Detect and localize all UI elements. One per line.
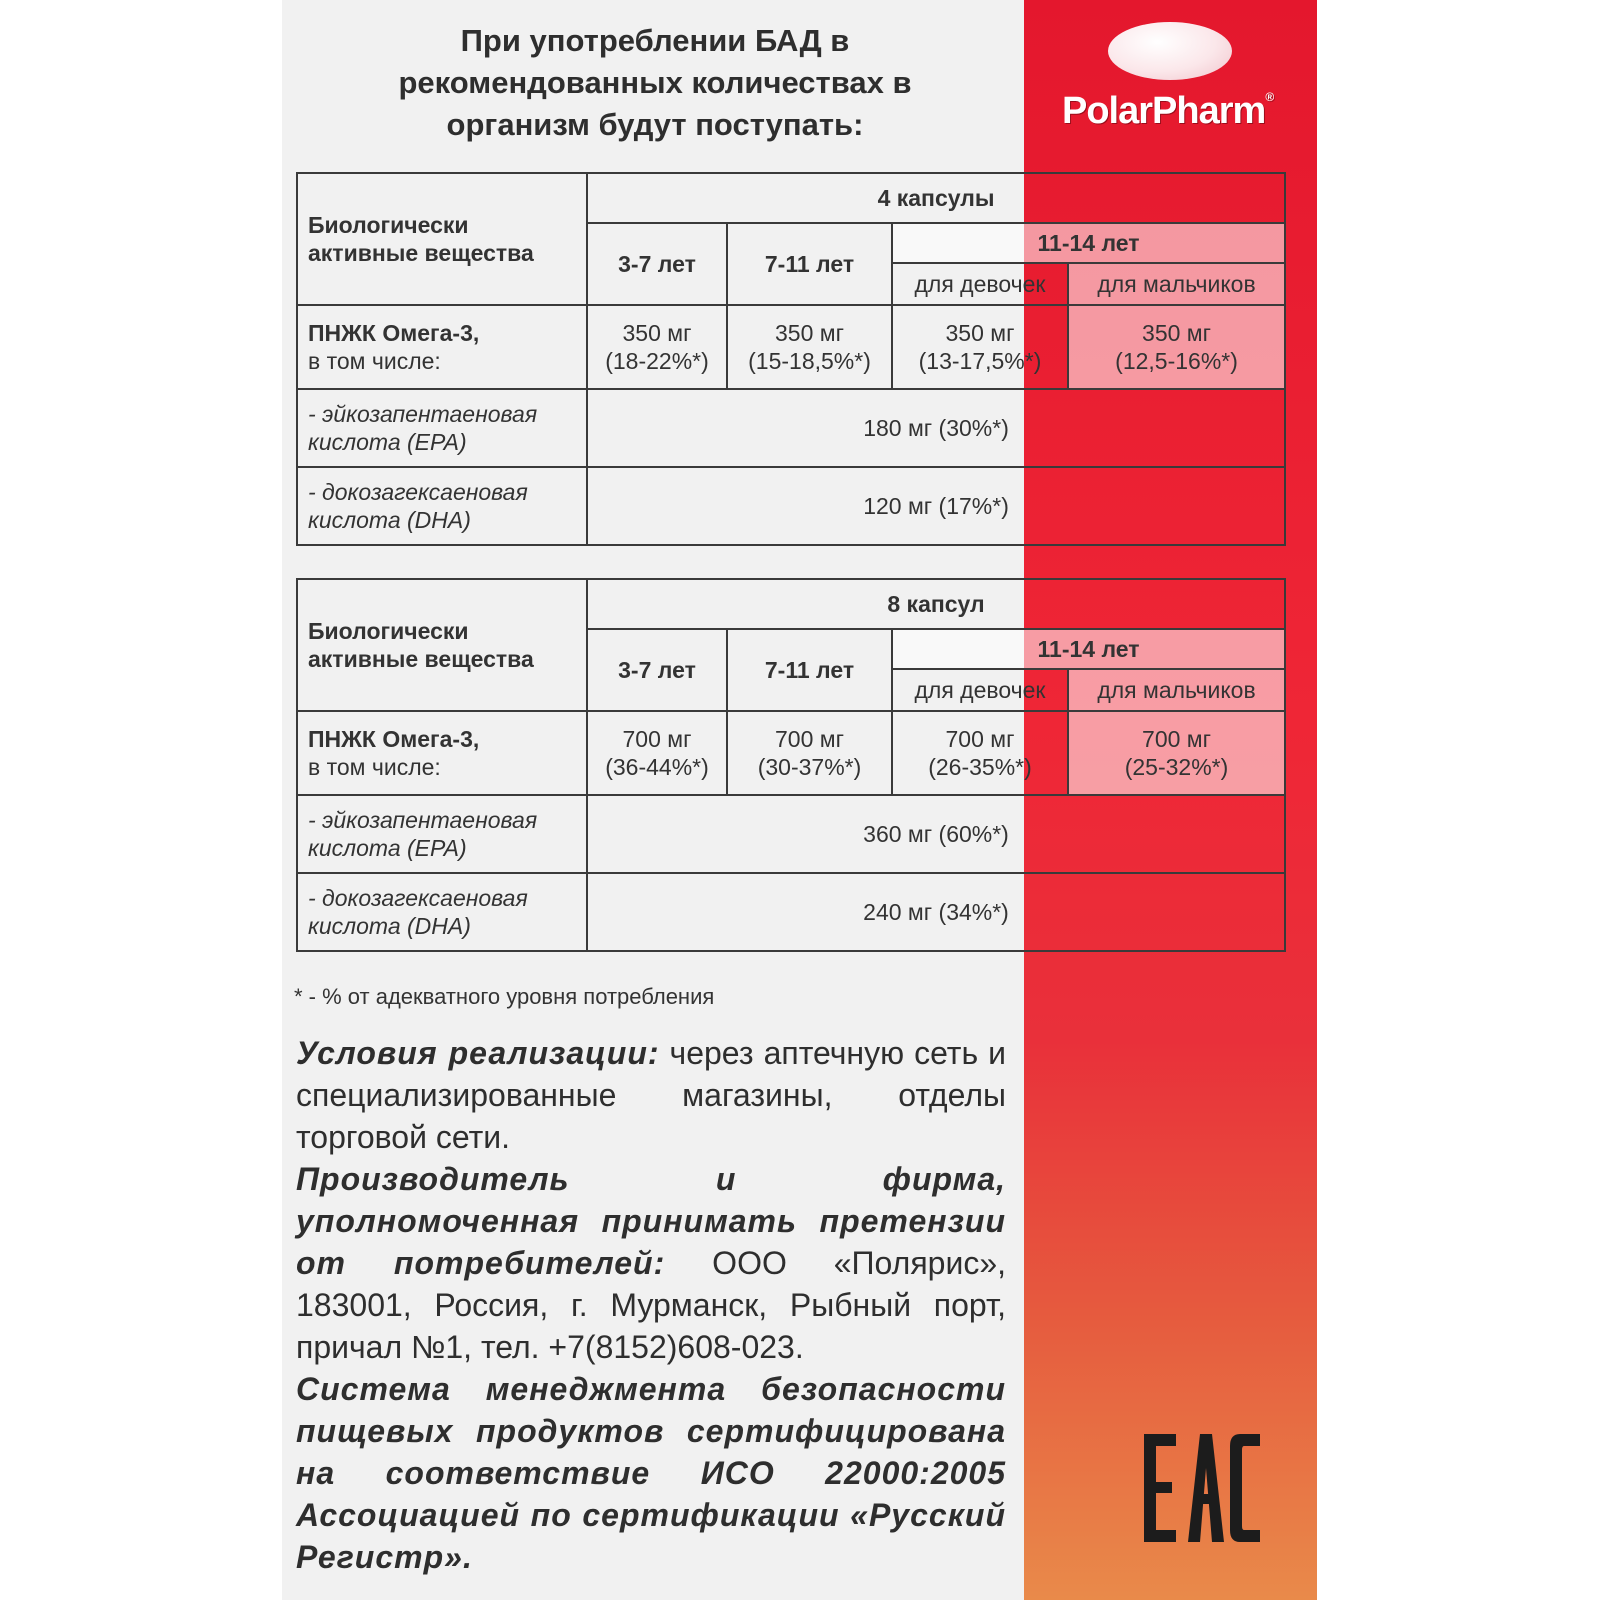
omega-label [297,711,587,795]
epa-value: 360 мг (60%*) [587,795,1285,873]
omega-value-girls [892,711,1068,795]
conditions-paragraph [296,1032,1006,1158]
nutrition-table-4-capsules [296,172,1284,546]
omega-label-rest: в том числе: [308,754,441,780]
omega-pct: (13-17,5%*) [918,348,1042,374]
omega-amount: 700 мг [1142,726,1211,752]
product-info-text [296,1032,1006,1578]
omega-label-bold: ПНЖК Омега-3, [308,726,480,752]
age-7-11: 7-11 лет [727,223,892,305]
eac-mark-icon [1142,1430,1262,1546]
age-11-14: 11-14 лет [892,629,1285,669]
omega-amount: 700 мг [775,726,844,752]
registered-mark: ® [1265,90,1274,104]
title-line-1: При употреблении БАД в [460,23,850,58]
omega-amount: 350 мг [1142,320,1211,346]
omega-pct: (30-37%*) [757,754,862,780]
age-3-7: 3-7 лет [587,223,727,305]
manufacturer-paragraph [296,1158,1006,1368]
brand-logo [1062,90,1302,133]
omega-label-rest: в том числе: [308,348,441,374]
header-substances: Биологически активные вещества [297,173,587,305]
header-substances: Биологически активные вещества [297,579,587,711]
dose-header: 8 капсул [587,579,1285,629]
conditions-text: через аптечную сеть и специализированные магазины, отделы торговой сети. [296,1035,1007,1155]
omega-value-7-11 [727,711,892,795]
omega-pct: (18-22%*) [605,348,709,374]
manufacturer-text: ООО «Полярис», 183001, Россия, г. Мурманск, Рыбный порт, причал №1, тел. +7(8152)608-023. [296,1245,1007,1365]
age-11-14: 11-14 лет [892,223,1285,263]
dose-header: 4 капсулы [587,173,1285,223]
omega-pct: (36-44%*) [605,754,709,780]
manufacturer-label: Производитель и фирма, уполномоченная принимать претензии от потребителей: [296,1161,1006,1281]
age-3-7: 3-7 лет [587,629,727,711]
conditions-label: Условия реализации: [296,1035,660,1071]
omega-amount: 350 мг [945,320,1015,346]
sub-girls: для девочек [892,669,1068,711]
omega-label [297,305,587,389]
certification-text: Система менеджмента безопасности пищевых продуктов сертифицирована на соответствие ИСО 22000:2005 Ассоциацией по сертификации «Русский Регистр». [296,1371,1006,1575]
omega-value-3-7 [587,305,727,389]
brand-name: PolarPharm [1062,90,1266,132]
omega-amount: 700 мг [622,726,692,752]
dha-label: - докозагексаеновая кислота (DHA) [297,467,587,545]
dha-value: 120 мг (17%*) [587,467,1285,545]
omega-amount: 700 мг [945,726,1015,752]
dha-value: 240 мг (34%*) [587,873,1285,951]
page-title [290,20,1020,146]
footnote: * - % от адекватного уровня потребления [294,984,715,1009]
age-7-11: 7-11 лет [727,629,892,711]
certification-paragraph [296,1368,1006,1578]
omega-label-bold: ПНЖК Омега-3, [308,320,480,346]
brand-logo-oval-icon [1108,22,1232,80]
sub-boys: для мальчиков [1068,263,1285,305]
omega-pct: (15-18,5%*) [748,348,871,374]
omega-pct: (26-35%*) [928,754,1032,780]
omega-value-boys [1068,305,1285,389]
omega-amount: 350 мг [775,320,844,346]
epa-label: - эйкозапентаеновая кислота (EPA) [297,389,587,467]
omega-amount: 350 мг [622,320,692,346]
nutrition-table-8-capsules [296,578,1284,952]
dha-label: - докозагексаеновая кислота (DHA) [297,873,587,951]
omega-pct: (25-32%*) [1124,754,1229,780]
omega-value-boys [1068,711,1285,795]
title-line-3: организм будут поступать: [446,107,864,142]
sub-girls: для девочек [892,263,1068,305]
sub-boys: для мальчиков [1068,669,1285,711]
epa-label: - эйкозапентаеновая кислота (EPA) [297,795,587,873]
title-line-2: рекомендованных количествах в [398,65,912,100]
omega-value-girls [892,305,1068,389]
omega-value-7-11 [727,305,892,389]
omega-pct: (12,5-16%*) [1115,348,1238,374]
epa-value: 180 мг (30%*) [587,389,1285,467]
omega-value-3-7 [587,711,727,795]
